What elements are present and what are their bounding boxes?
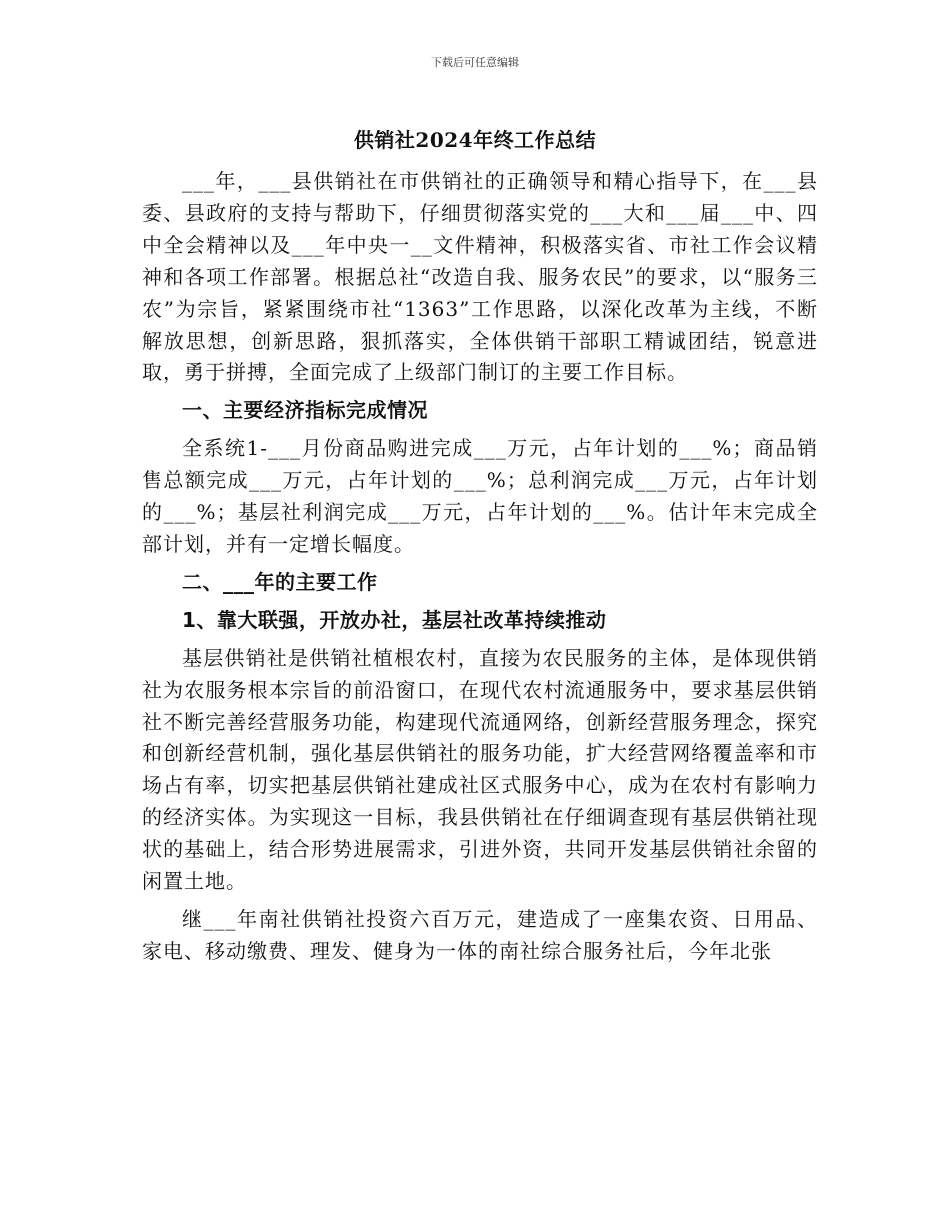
reform-paragraph: 基层供销社是供销社植根农村，直接为农民服务的主体，是体现供销社为农服务根本宗旨的前沿窗口，在现代农村流通服务中，要求基层供销社不断完善经营服务功能，构建现代流通网络，创新经营服务理念，探究和创新经营机制，强化基层供销社的服务功能，扩大经营网络覆盖率和市场占有率，切实把基层供销社建成社区式服务中心，成为在农村有影响力的经济实体。为实现这一目标，我县供销社在仔细调查现有基层供销社现状的基础上，结合形势进展需求，引进外资，共同开发基层供销社余留的闲置土地。 <box>142 645 818 894</box>
section-heading-indicators: 一、主要经济指标完成情况 <box>182 398 428 423</box>
intro-paragraph: ___年，___县供销社在市供销社的正确领导和精心指导下，在___县委、县政府的支持与帮助下，仔细贯彻落实党的___大和___届___中、四中全会精神以及___年中央一__文件精神，积极落实省、市社工作会议精神和各项工作部署。根据总社“改造自我、服务农民”的要求，以“服务三农”为宗旨，紧紧围绕市社“1363”工作思路，以深化改革为主线，不断解放思想，创新思路，狠抓落实，全体供销干部职工精诚团结，锐意进取，勇于拼搏，全面完成了上级部门制订的主要工作目标。 <box>142 169 818 385</box>
subsection-heading-reform: 1、靠大联强，开放办社，基层社改革持续推动 <box>182 607 607 632</box>
indicators-paragraph: 全系统1-___月份商品购进完成___万元，占年计划的___%；商品销售总额完成___万元，占年计划的___%；总利润完成___万元，占年计划的___%；基层社利润完成___万元，占年计划的___%。估计年末完成全部计划，并有一定增长幅度。 <box>142 436 818 556</box>
section-heading-main-work: 二、___年的主要工作 <box>182 569 378 594</box>
document-title: 供销社2024年终工作总结 <box>353 128 597 152</box>
document-body <box>142 166 818 968</box>
header-note: 下载后可任意编辑 <box>431 56 519 69</box>
nanshe-paragraph: 继___年南社供销社投资六百万元，建造成了一座集农资、日用品、家电、移动缴费、理发、健身为一体的南社综合服务社后，今年北张 <box>142 906 818 963</box>
